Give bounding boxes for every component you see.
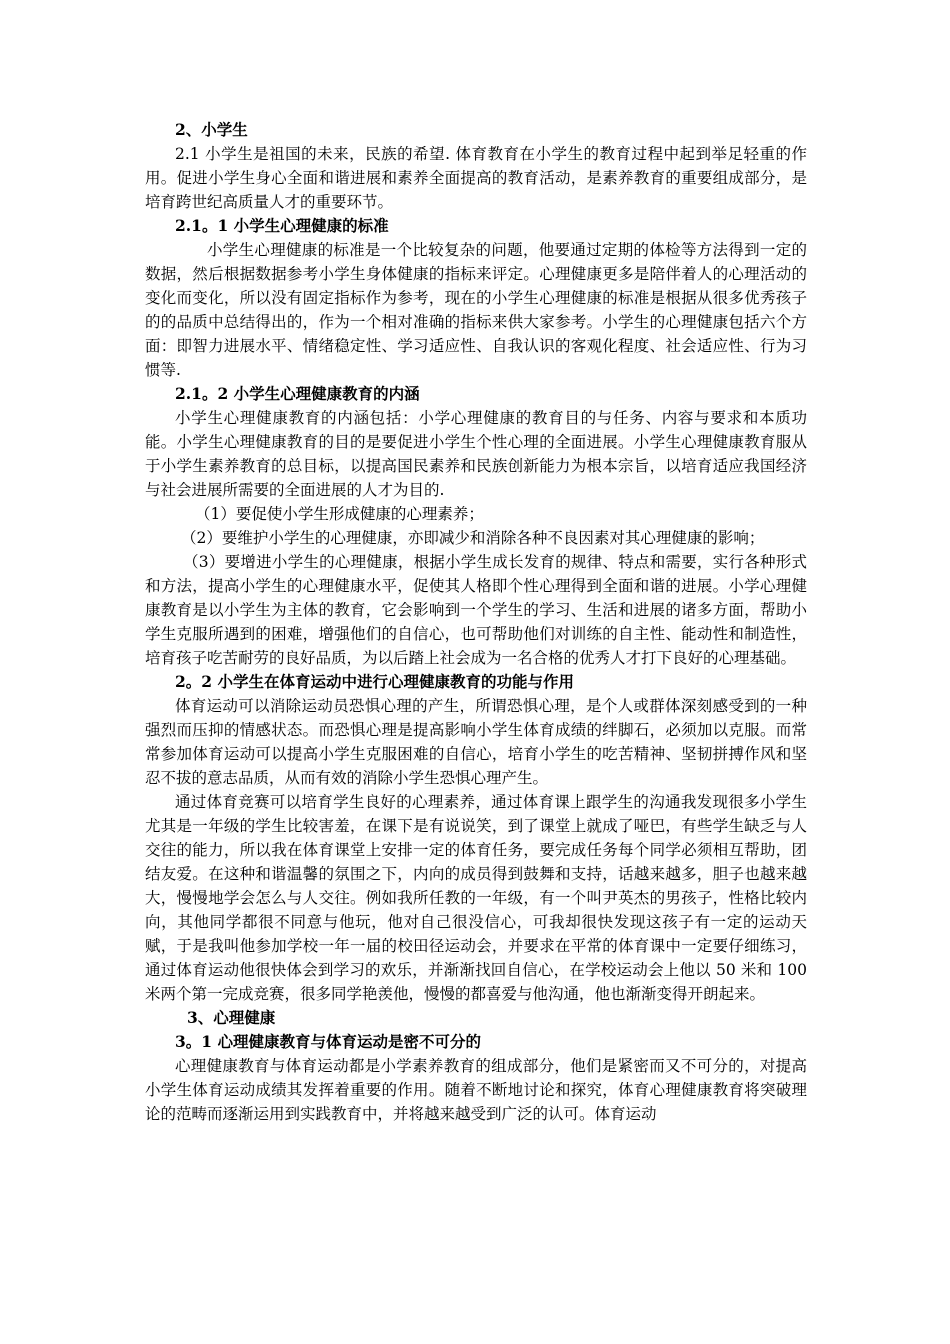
- subsection-heading: 2.1。1 小学生心理健康的标准: [175, 216, 389, 235]
- section-heading: 2、小学生: [175, 120, 248, 139]
- paragraph: 通过体育竞赛可以培育学生良好的心理素养，通过体育课上跟学生的沟通我发现很多小学生尤其是一年级的学生比较害羞，在课下是有说说笑，到了课堂上就成了哑巴，有些学生缺乏与人交往的能力，所以我在体育课堂上安排一定的体育任务，要完成任务每个同学必须相互帮助，团结友爱。在这种和谐温馨的氛围之下，内向的成员得到鼓舞和支持，话越来越多，胆子也越来越大，慢慢地学会怎么与人交往。例如我所任教的一年级，有一个叫尹英杰的男孩子，性格比较内向，其他同学都很不同意与他玩，他对自己很没信心，可我却很快发现这孩子有一定的运动天赋，于是我叫他参加学校一年一届的校田径运动会，并要求在平常的体育课中一定要仔细练习，通过体育运动他很快体会到学习的欢乐，并渐渐找回自信心，在学校运动会上他以 50 米和 100 米两个第一完成竞赛，很多同学艳羡他，慢慢的都喜爱与他沟通，他也渐渐变得开朗起来。: [145, 793, 807, 1003]
- paragraph: 小学生心理健康教育的内涵包括：小学心理健康的教育目的与任务、内容与要求和本质功能。小学生心理健康教育的目的是要促进小学生个性心理的全面进展。小学生心理健康教育服从于小学生素养教育的总目标，以提高国民素养和民族创新能力为根本宗旨，以培育适应我国经济与社会进展所需要的全面进展的人才为目的.: [145, 409, 807, 499]
- section-heading: 3、心理健康: [187, 1008, 276, 1027]
- subsection-heading: 3。1 心理健康教育与体育运动是密不可分的: [175, 1032, 481, 1051]
- paragraph: 体育运动可以消除运动员恐惧心理的产生，所谓恐惧心理，是个人或群体深刻感受到的一种强烈而压抑的情感状态。而恐惧心理是提高影响小学生体育成绩的绊脚石，必须加以克服。而常常参加体育运动可以提高小学生克服困难的自信心，培育小学生的吃苦精神、坚韧拼搏作风和坚忍不拔的意志品质，从而有效的消除小学生恐惧心理产生。: [145, 697, 807, 787]
- document-page: [145, 118, 807, 1126]
- subsection-heading: 2。2 小学生在体育运动中进行心理健康教育的功能与作用: [175, 672, 574, 691]
- list-item: （1）要促使小学生形成健康的心理素养；: [195, 505, 484, 523]
- paragraph: 心理健康教育与体育运动都是小学素养教育的组成部分，他们是紧密而又不可分的，对提高小学生体育运动成绩其发挥着重要的作用。随着不断地讨论和探究，体育心理健康教育将突破理论的范畴而逐渐运用到实践教育中，并将越来越受到广泛的认可。体育运动: [145, 1057, 807, 1123]
- subsection-heading: 2.1。2 小学生心理健康教育的内涵: [175, 384, 420, 403]
- list-item: （3）要增进小学生的心理健康，根据小学生成长发育的规律、特点和需要，实行各种形式和方法，提高小学生的心理健康水平，促使其人格即个性心理得到全面和谐的进展。小学心理健康教育是以小学生为主体的教育，它会影响到一个学生的学习、生活和进展的诸多方面，帮助小学生克服所遇到的困难，增强他们的自信心，也可帮助他们对训练的自主性、能动性和制造性，培育孩子吃苦耐劳的良好品质，为以后踏上社会成为一名合格的优秀人才打下良好的心理基础。: [145, 553, 807, 667]
- paragraph: 小学生心理健康的标准是一个比较复杂的问题，他要通过定期的体检等方法得到一定的数据，然后根据数据参考小学生身体健康的指标来评定。心理健康更多是陪伴着人的心理活动的变化而变化，所以没有固定指标作为参考，现在的小学生心理健康的标准是根据从很多优秀孩子的的品质中总结得出的，作为一个相对准确的指标来供大家参考。小学生的心理健康包括六个方面：即智力进展水平、情绪稳定性、学习适应性、自我认识的客观化程度、社会适应性、行为习惯等.: [145, 241, 807, 379]
- paragraph: 2.1 小学生是祖国的未来，民族的希望. 体育教育在小学生的教育过程中起到举足轻重的作用。促进小学生身心全面和谐进展和素养全面提高的教育活动，是素养教育的重要组成部分，是培育跨世纪高质量人才的重要环节。: [145, 145, 807, 211]
- list-item: （2）要维护小学生的心理健康，亦即减少和消除各种不良因素对其心理健康的影响；: [181, 529, 765, 547]
